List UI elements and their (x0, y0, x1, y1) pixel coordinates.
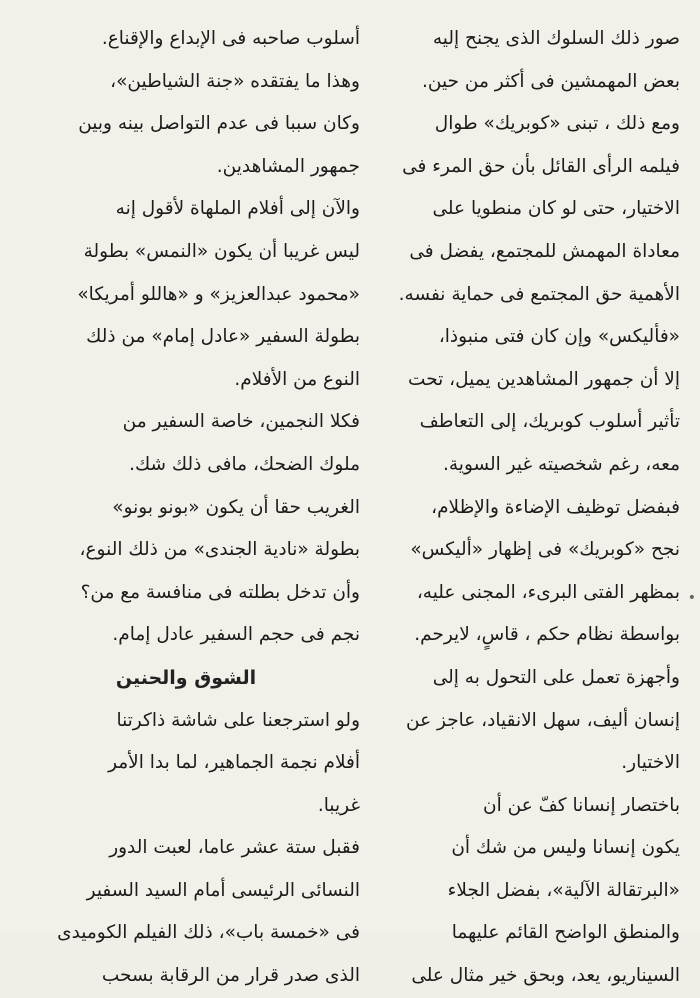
text-line: يكون إنسانا وليس من شك أن (451, 837, 680, 859)
text-line: فقبل ستة عشر عاما، لعبت الدور (109, 837, 360, 859)
text-line: الاختيار، حتى لو كان منطويا على (432, 198, 680, 220)
text-line: باختصار إنسانا كفّ عن أن (483, 794, 680, 816)
text-line: فى «خمسة باب»، ذلك الفيلم الكوميدى (57, 922, 360, 944)
text-line: صور ذلك السلوك الذى يجنح إليه (432, 28, 680, 49)
text-line: ولو استرجعنا على شاشة ذاكرتنا (116, 709, 360, 731)
text-line: بعض المهمشين فى أكثر من حين. (422, 70, 680, 92)
text-line: ملوك الضحك، مافى ذلك شك. (129, 453, 360, 475)
text-line: وهذا ما يفتقده «جنة الشياطين»، (110, 70, 360, 92)
text-line: النوع من الأفلام. (234, 368, 360, 390)
section-heading: الشوق والحنين (115, 666, 257, 689)
text-line: السيناريو، يعد، وبحق خير مثال على (411, 965, 680, 987)
text-line: جمهور المشاهدين. (216, 155, 360, 177)
left-text-column (12, 18, 360, 998)
text-line: فبفضل توظيف الإضاءة والإظلام، (431, 496, 680, 518)
text-line: النسائى الرئيسى أمام السيد السفير (86, 879, 360, 901)
text-line: وكان سببا فى عدم التواصل بينه وبين (78, 113, 360, 135)
text-line: ومع ذلك ، تبنى «كوبريك» طوال (434, 113, 680, 135)
text-line: «البرتقالة الآلية»، بفضل الجلاء (447, 879, 680, 901)
text-line: والآن إلى أفلام الملهاة لأقول إنه (115, 198, 360, 220)
text-line: وأن تدخل بطلته فى منافسة مع من؟ (80, 581, 360, 603)
text-line: الغريب حقا أن يكون «بونو بونو» (112, 496, 360, 518)
text-line: الاختيار. (621, 752, 680, 774)
text-line: «محمود عبدالعزيز» و «هاللو أمريكا» (77, 283, 360, 305)
text-line: أسلوب صاحبه فى الإبداع والإقناع. (101, 28, 360, 49)
text-line: أفلام نجمة الجماهير، لما بدا الأمر (108, 752, 360, 774)
text-line: تأثير أسلوب كوبريك، إلى التعاطف (419, 411, 680, 433)
text-line: «فأليكس» وإن كان فتى منبوذا، (438, 326, 680, 348)
edge-mark: • (687, 590, 696, 606)
text-line: بمظهر الفتى البرىء، المجنى عليه، (416, 581, 680, 603)
right-text-column (370, 18, 680, 998)
text-line: الأهمية حق المجتمع فى حماية نفسه. (398, 283, 680, 305)
text-line: معه، رغم شخصيته غير السوية. (443, 453, 680, 475)
text-line: نجح «كوبريك» فى إظهار «أليكس» (410, 539, 680, 561)
text-line: معاداة المهمش للمجتمع، يفضل فى (409, 240, 680, 262)
text-line: بطولة السفير «عادل إمام» من ذلك (86, 326, 360, 348)
text-line: فكلا النجمين، خاصة السفير من (122, 411, 360, 433)
text-line: بطولة «نادية الجندى» من ذلك النوع، (79, 539, 360, 561)
text-line: إنسان أليف، سهل الانقياد، عاجز عن (405, 709, 680, 731)
text-line: الذى صدر قرار من الرقابة بسحب (101, 965, 360, 987)
text-line: وأجهزة تعمل على التحول به إلى (432, 666, 680, 688)
text-line: والمنطق الواضح القائم عليهما (451, 922, 680, 944)
text-line: ليس غريبا أن يكون «النمس» بطولة (83, 240, 360, 262)
text-line: غريبا. (317, 794, 360, 816)
text-line: فيلمه الرأى القائل بأن حق المرء فى (402, 155, 680, 177)
text-line: بواسطة نظام حكم ، قاسٍ، لايرحم. (414, 624, 680, 646)
text-line: نجم فى حجم السفير عادل إمام. (112, 624, 360, 646)
text-line: إلا أن جمهور المشاهدين يميل، تحت (408, 368, 680, 390)
